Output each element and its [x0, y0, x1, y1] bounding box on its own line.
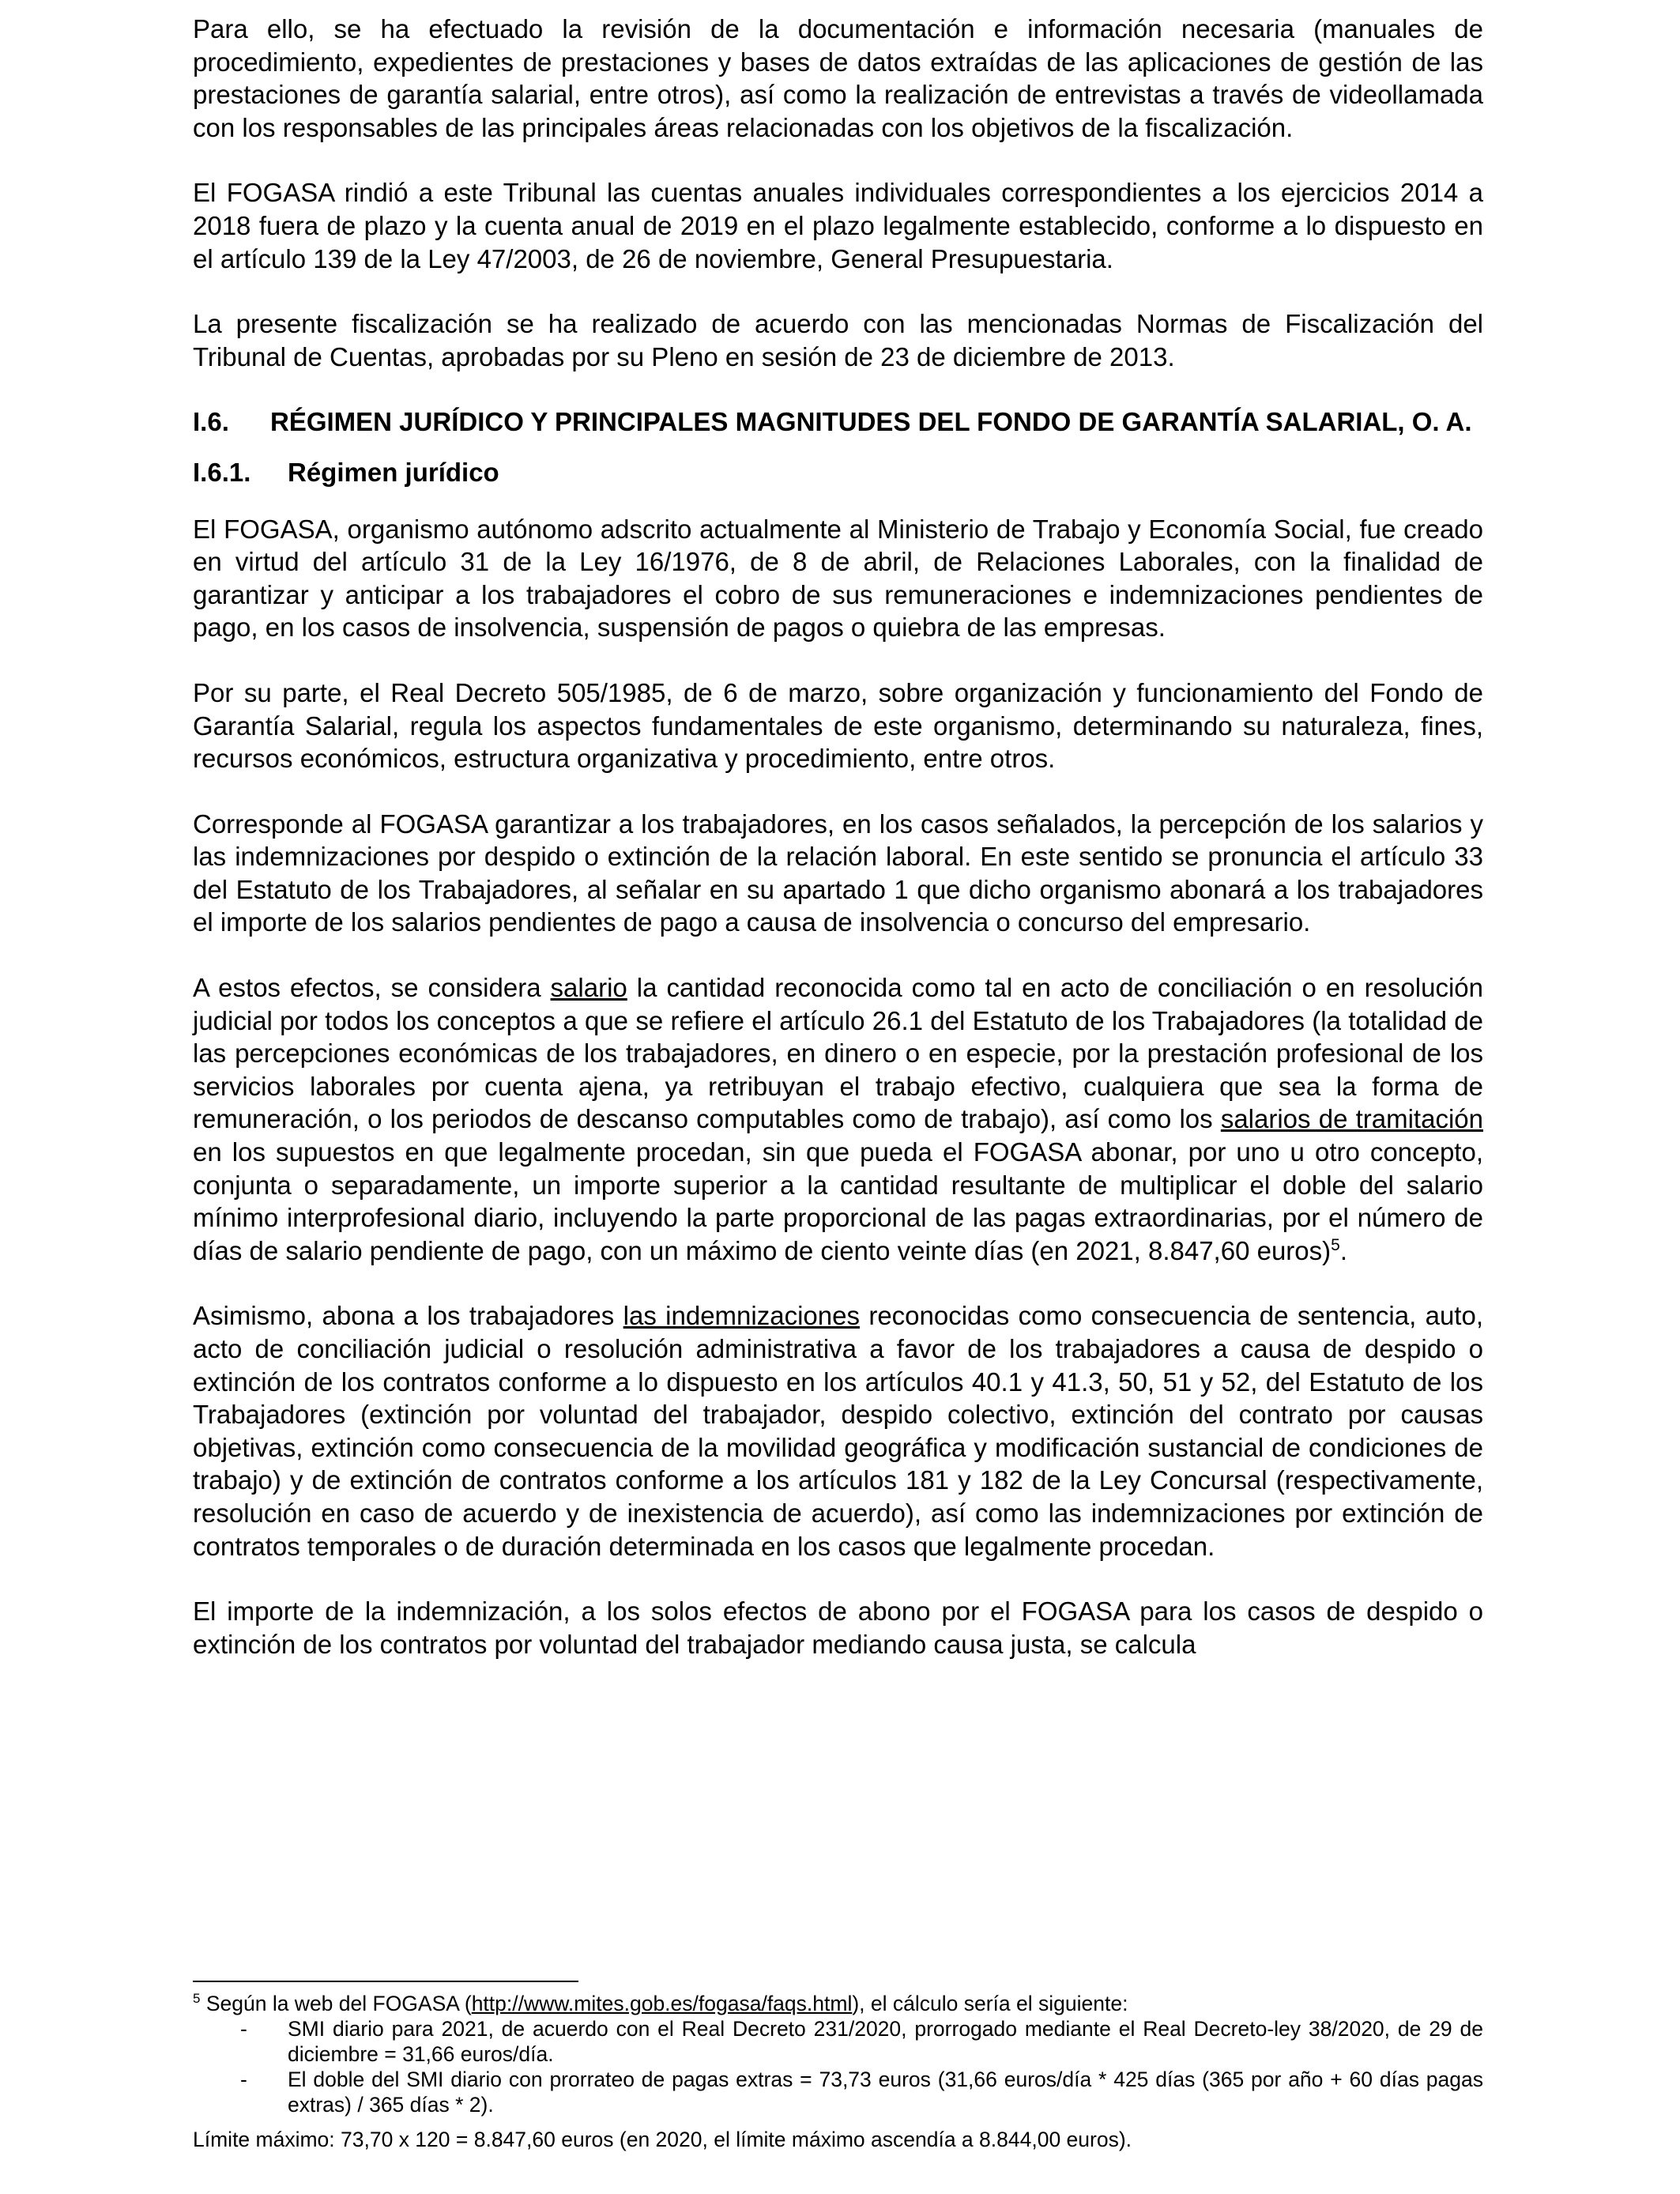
paragraph-indemnizaciones	[193, 1299, 1483, 1563]
paragraph-fogasa-creation: El FOGASA, organismo autónomo adscrito actualmente al Ministerio de Trabajo y Economía Social, fue creado en virtud del artículo 31 de la Ley 16/1976, de 8 de abril, de Relaciones Laborales, con la finalidad de garantizar y anticipar a los trabajadores el cobro de sus remuneraciones e indemnizaciones pendientes de pago, en los casos de insolvencia, suspensión de pagos o quiebra de las empresas.	[193, 514, 1483, 643]
salario-text-1: A estos efectos, se considera	[193, 973, 551, 1003]
section-title: RÉGIMEN JURÍDICO Y PRINCIPALES MAGNITUDES DEL FONDO DE GARANTÍA SALARIAL, O. A.	[270, 407, 1472, 437]
subsection-heading	[193, 456, 1483, 489]
paragraph-salario-definition	[193, 971, 1483, 1267]
subsection-title: Régimen jurídico	[288, 457, 499, 487]
footnote-intro-end: ), el cálculo sería el siguiente:	[852, 1992, 1128, 2015]
list-dash: -	[240, 2068, 247, 2091]
salario-text-2: la cantidad reconocida como tal en acto de conciliación o en resolución judicial por todos los conceptos a que se refiere el artículo 26.1 del Estatuto de los Trabajadores (la totalidad de las percepciones económicas de los trabajadores, en dinero o en especie, por la prestación profesional de los servicios laborales por cuenta ajena, ya retribuyan el trabajo efectivo, cualquiera que sea la forma de remuneración, o los periodos de descanso computables como de trabajo), así como los	[193, 973, 1483, 1134]
footnote-item-text: SMI diario para 2021, de acuerdo con el Real Decreto 231/2020, prorrogado mediante el Real Decreto-ley 38/2020, de 29 de diciembre = 31,66 euros/día.	[288, 2017, 1483, 2066]
section-heading	[193, 405, 1483, 439]
page-content	[193, 13, 1483, 1693]
footnote-item-text: El doble del SMI diario con prorrateo de pagas extras = 73,73 euros (31,66 euros/día * 425 días (365 por año + 60 días pagas extras) / 365 días * 2).	[288, 2068, 1483, 2117]
paragraph-indemnizacion-importe: El importe de la indemnización, a los solos efectos de abono por el FOGASA para los casos de despido o extinción de los contratos por voluntad del trabajador mediando causa justa, se calcula	[193, 1596, 1483, 1659]
paragraph-guarantee-scope: Corresponde al FOGASA garantizar a los trabajadores, en los casos señalados, la percepción de los salarios y las indemnizaciones por despido o extinción de la relación laboral. En este sentido se pronuncia el artículo 33 del Estatuto de los Trabajadores, al señalar en su apartado 1 que dicho organismo abonará a los trabajadores el importe de los salarios pendientes de pago a causa de insolvencia o concurso del empresario.	[193, 809, 1483, 937]
footnote-link[interactable]: http://www.mites.gob.es/fogasa/faqs.html	[471, 1992, 853, 2015]
salario-text-end: .	[1339, 1235, 1347, 1265]
paragraph-audit-standards: La presente fiscalización se ha realizado de acuerdo con las mencionadas Normas de Fiscalización del Tribunal de Cuentas, aprobadas por su Pleno en sesión de 23 de diciembre de 2013.	[193, 309, 1483, 371]
section-number: I.6.	[193, 407, 229, 437]
footnote-limit: Límite máximo: 73,70 x 120 = 8.847,60 euros (en 2020, el límite máximo ascendía a 8.844,00 euros).	[193, 2128, 1132, 2151]
subsection-number: I.6.1.	[193, 457, 251, 487]
footnote-separator	[193, 1981, 578, 1982]
indemnizaciones-term: las indemnizaciones	[623, 1301, 860, 1331]
paragraph-methodology: Para ello, se ha efectuado la revisión de la documentación e información necesaria (manuales de procedimiento, expedientes de prestaciones y bases de datos extraídas de las aplicaciones de gestión de las prestaciones de garantía salarial, entre otros), así como la realización de entrevistas a través de videollamada con los responsables de las principales áreas relacionadas con los objetivos de la fiscalización.	[193, 14, 1483, 142]
indemnizaciones-text-1: Asimismo, abona a los trabajadores	[193, 1301, 623, 1331]
footnote-intro-text: Según la web del FOGASA (	[200, 1992, 472, 2015]
footnote-intro	[193, 1991, 1483, 2016]
footnote-reference[interactable]: 5	[1331, 1235, 1340, 1254]
paragraph-real-decreto: Por su parte, el Real Decreto 505/1985, de 6 de marzo, sobre organización y funcionamiento del Fondo de Garantía Salarial, regula los aspectos fundamentales de este organismo, determinando su naturaleza, fines, recursos económicos, estructura organizativa y procedimiento, entre otros.	[193, 677, 1483, 774]
list-dash: -	[240, 2017, 247, 2041]
footnote-list-item	[193, 2016, 1483, 2067]
salarios-tramitacion-term: salarios de tramitación	[1220, 1104, 1483, 1134]
footnote-number: 5	[193, 1991, 201, 2007]
indemnizaciones-text-2: reconocidas como consecuencia de sentencia, auto, acto de conciliación judicial o resolución administrativa a favor de los trabajadores a causa de despido o extinción de los contratos conforme a lo dispuesto en los artículos 40.1 y 41.3, 50, 51 y 52, del Estatuto de los Trabajadores (extinción por voluntad del trabajador, despido colectivo, extinción del contrato por causas objetivas, extinción como consecuencia de la movilidad geográfica y modificación sustancial de condiciones de trabajo) y de extinción de contratos conforme a los artículos 181 y 182 de la Ley Concursal (respectivamente, resolución en caso de acuerdo y de inexistencia de acuerdo), así como las indemnizaciones por extinción de contratos temporales o de duración determinada en los casos que legalmente procedan.	[193, 1301, 1483, 1561]
salario-text-3: en los supuestos en que legalmente procedan, sin que pueda el FOGASA abonar, por uno u otro concepto, conjunta o separadamente, un importe superior a la cantidad resultante de multiplicar el doble del salario mínimo interprofesional diario, incluyendo la parte proporcional de las pagas extraordinarias, por el número de días de salario pendiente de pago, con un máximo de ciento veinte días (en 2021, 8.847,60 euros)	[193, 1137, 1483, 1265]
footnote-block	[193, 1991, 1483, 2152]
paragraph-accounts-rendered: El FOGASA rindió a este Tribunal las cuentas anuales individuales correspondientes a los ejercicios 2014 a 2018 fuera de plazo y la cuenta anual de 2019 en el plazo legalmente establecido, conforme a lo dispuesto en el artículo 139 de la Ley 47/2003, de 26 de noviembre, General Presupuestaria.	[193, 178, 1483, 273]
footnote-list-item	[193, 2067, 1483, 2117]
salario-term: salario	[550, 973, 627, 1003]
